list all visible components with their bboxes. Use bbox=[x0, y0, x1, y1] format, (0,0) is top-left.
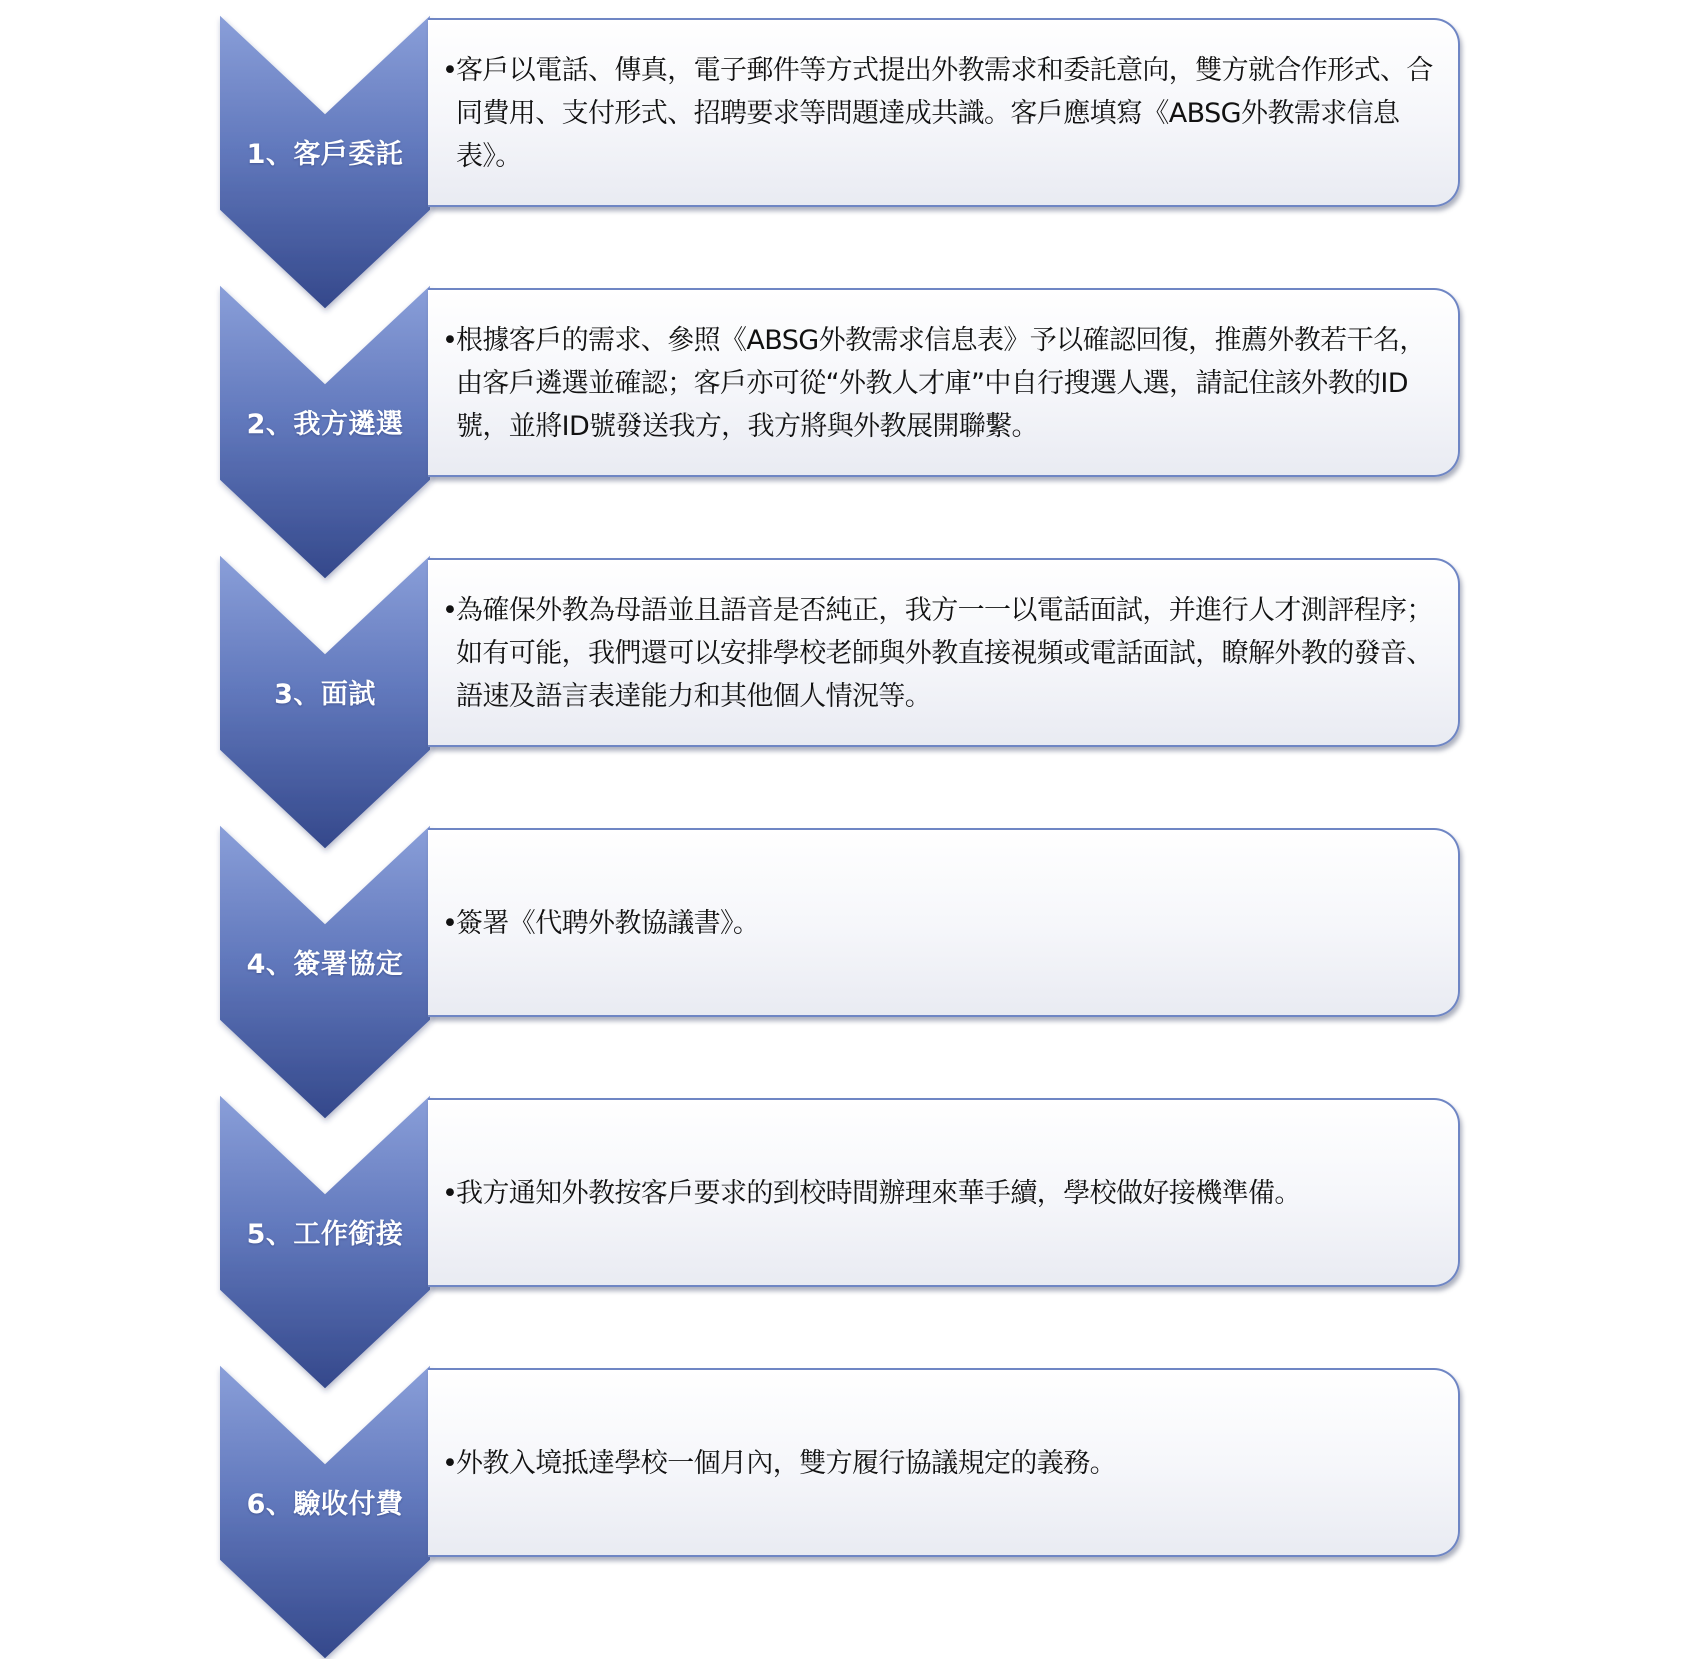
step-3-card bbox=[428, 558, 1460, 747]
step-5-text: 我方通知外教按客戶要求的到校時間辦理來華手續，學校做好接機準備。 bbox=[456, 1178, 1301, 1209]
step-3-text: 為確保外教為母語並且語音是否純正，我方一一以電話面試，并進行人才測評程序；如有可能，我們還可以安排學校老師與外教直接視頻或電話面試，瞭解外教的發音、語速及語言表達能力和其他個人情況等。 bbox=[456, 595, 1433, 712]
step-5-label: 5、工作銜接 bbox=[246, 1219, 404, 1250]
step-1-card bbox=[428, 18, 1460, 207]
step-4-description bbox=[442, 830, 775, 945]
step-6-text: 外教入境抵達學校一個月內，雙方履行協議規定的義務。 bbox=[456, 1448, 1116, 1479]
step-4-text: 簽署《代聘外教協議書》。 bbox=[456, 908, 760, 939]
bullet-icon: • bbox=[442, 325, 458, 356]
step-1-text: 客戶以電話、傳真，電子郵件等方式提出外教需求和委託意向，雙方就合作形式、合同費用、支付形式、招聘要求等問題達成共識。客戶應填寫《ABSG外教需求信息表》。 bbox=[456, 55, 1433, 172]
bullet-icon: • bbox=[442, 595, 458, 626]
step-2 bbox=[0, 270, 1701, 570]
step-3 bbox=[0, 540, 1701, 840]
step-6-card bbox=[428, 1368, 1460, 1557]
step-2-description bbox=[442, 290, 1458, 448]
step-5-description bbox=[442, 1100, 1317, 1215]
bullet-icon: • bbox=[442, 908, 458, 939]
step-2-label: 2、我方遴選 bbox=[246, 409, 404, 440]
step-1 bbox=[0, 0, 1701, 300]
step-4-label: 4、簽署協定 bbox=[246, 949, 404, 980]
step-3-description bbox=[442, 560, 1458, 718]
step-6 bbox=[0, 1350, 1701, 1650]
step-1-label: 1、客戶委託 bbox=[246, 139, 404, 170]
step-6-label: 6、驗收付費 bbox=[246, 1489, 404, 1520]
bullet-icon: • bbox=[442, 55, 458, 86]
step-5-card bbox=[428, 1098, 1460, 1287]
step-3-label: 3、面試 bbox=[274, 679, 376, 710]
bullet-icon: • bbox=[442, 1448, 458, 1479]
step-5 bbox=[0, 1080, 1701, 1380]
step-4-card bbox=[428, 828, 1460, 1017]
step-2-text: 根據客戶的需求、參照《ABSG外教需求信息表》予以確認回復，推薦外教若干名，由客戶遴選並確認；客戶亦可從“外教人才庫”中自行搜選人選，請記住該外教的ID號，並將ID號發送我方，我方將與外教展開聯繫。 bbox=[456, 325, 1426, 442]
bullet-icon: • bbox=[442, 1178, 458, 1209]
step-1-description bbox=[442, 20, 1458, 178]
step-4 bbox=[0, 810, 1701, 1110]
step-2-card bbox=[428, 288, 1460, 477]
step-6-description bbox=[442, 1370, 1132, 1485]
